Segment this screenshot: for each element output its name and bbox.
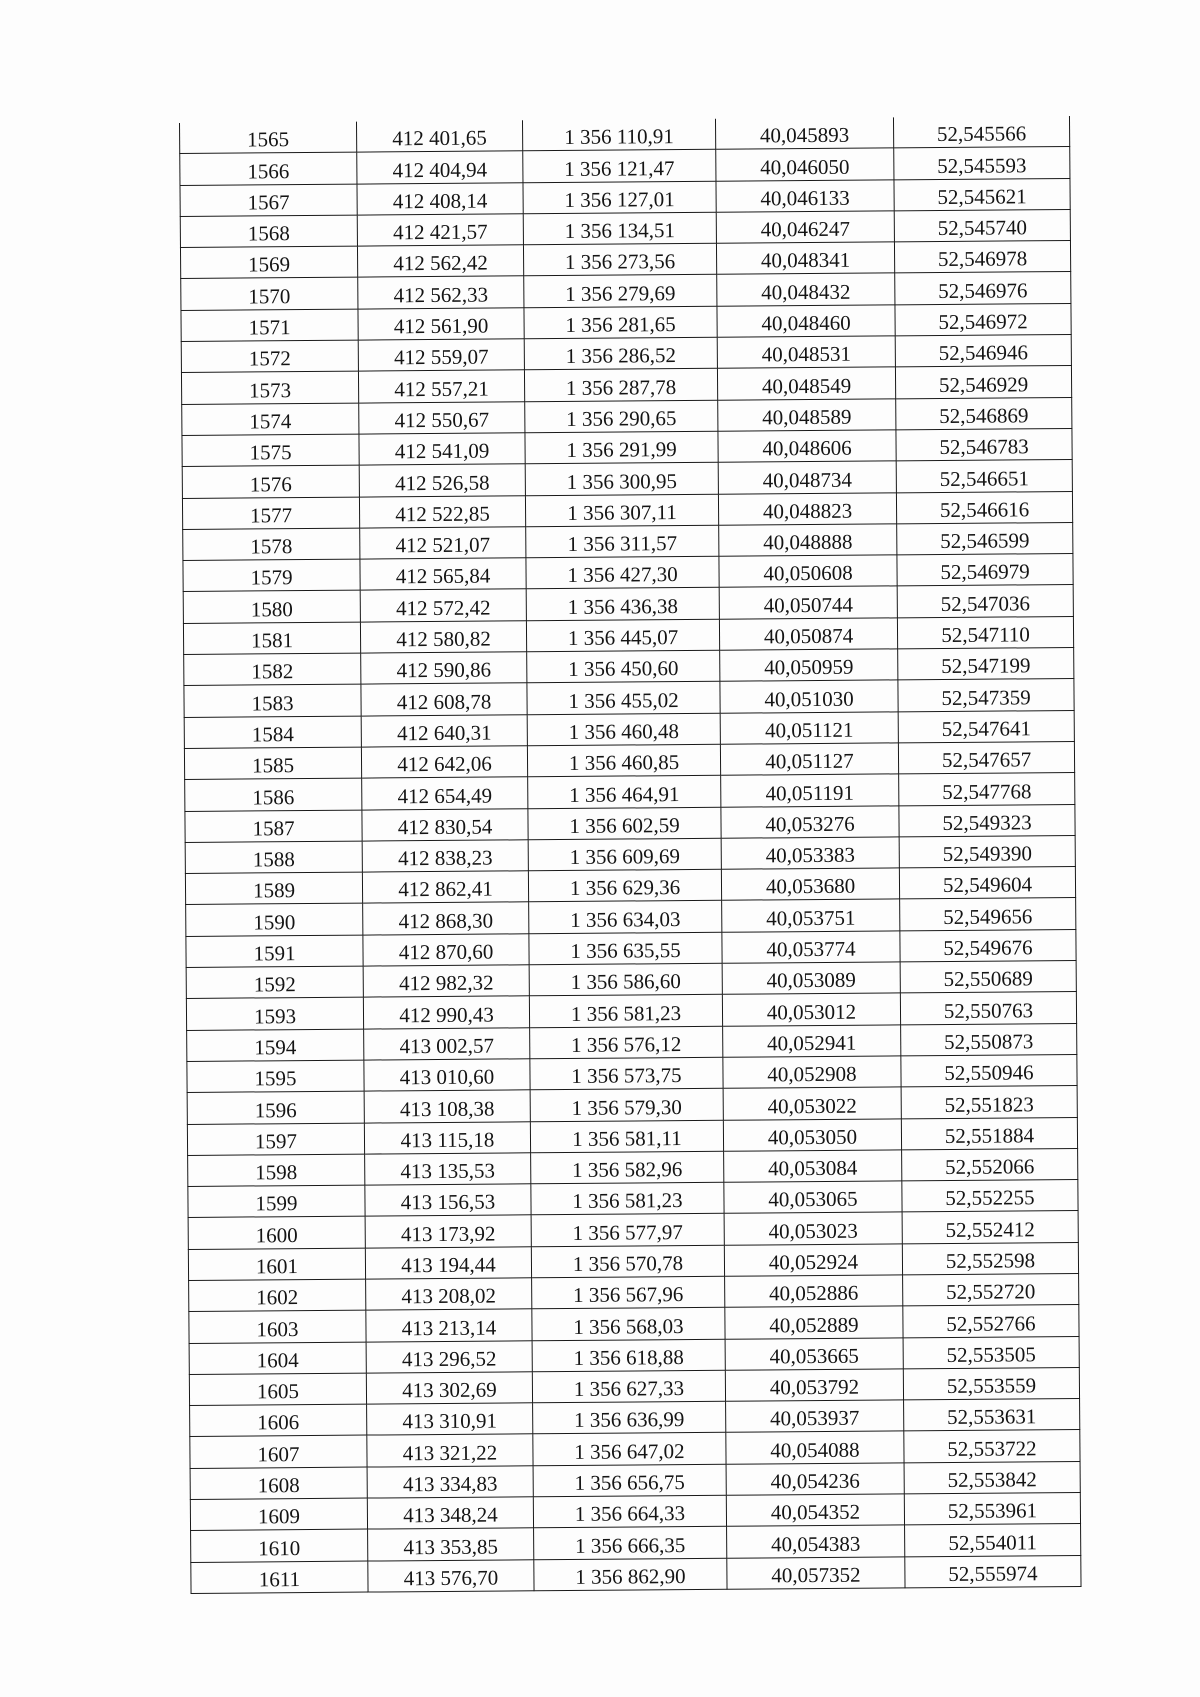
longitude-cell: 52,552255 [902,1180,1078,1213]
x-coordinate-cell: 413 208,02 [366,1278,532,1311]
latitude-cell: 40,048734 [718,461,896,494]
x-coordinate-cell: 412 990,43 [363,996,529,1029]
x-coordinate-cell: 412 590,86 [361,652,527,685]
x-coordinate-cell: 413 135,53 [365,1153,531,1186]
longitude-cell: 52,545740 [894,209,1070,242]
x-coordinate-cell: 413 321,22 [367,1434,533,1467]
longitude-cell: 52,553842 [904,1461,1080,1494]
x-coordinate-cell: 412 526,58 [359,464,525,497]
x-coordinate-cell: 412 550,67 [359,401,525,434]
point-number-cell: 1608 [190,1467,367,1500]
x-coordinate-cell: 412 982,32 [363,965,529,998]
point-number-cell: 1597 [187,1123,364,1156]
latitude-cell: 40,052889 [725,1306,903,1339]
y-coordinate-cell: 1 356 582,96 [531,1151,724,1184]
latitude-cell: 40,048823 [718,492,896,525]
latitude-cell: 40,054236 [726,1463,904,1496]
y-coordinate-cell: 1 356 460,85 [527,744,720,777]
y-coordinate-cell: 1 356 581,23 [529,995,722,1028]
latitude-cell: 40,052941 [723,1024,901,1057]
longitude-cell: 52,546616 [896,491,1072,524]
latitude-cell: 40,053937 [726,1400,904,1433]
point-number-cell: 1594 [187,1029,364,1062]
y-coordinate-cell: 1 356 602,59 [528,807,721,840]
latitude-cell: 40,053665 [725,1337,903,1370]
y-coordinate-cell: 1 356 629,36 [528,869,721,902]
y-coordinate-cell: 1 356 666,35 [534,1527,727,1560]
x-coordinate-cell: 413 010,60 [364,1059,530,1092]
y-coordinate-cell: 1 356 664,33 [533,1495,726,1528]
point-number-cell: 1586 [185,778,362,811]
table-row [191,1555,1081,1593]
x-coordinate-cell: 412 830,54 [362,808,528,841]
x-coordinate-cell: 413 296,52 [366,1340,532,1373]
y-coordinate-cell: 1 356 450,60 [527,650,720,683]
y-coordinate-cell: 1 356 568,03 [532,1308,725,1341]
y-coordinate-cell: 1 356 427,30 [526,556,719,589]
x-coordinate-cell: 412 580,82 [360,621,526,654]
y-coordinate-cell: 1 356 127,01 [523,181,716,214]
longitude-cell: 52,546979 [897,554,1073,587]
point-number-cell: 1609 [190,1498,367,1531]
y-coordinate-cell: 1 356 273,56 [523,243,716,276]
point-number-cell: 1587 [185,810,362,843]
y-coordinate-cell: 1 356 579,30 [530,1088,723,1121]
latitude-cell: 40,053680 [721,868,899,901]
point-number-cell: 1572 [181,340,358,373]
longitude-cell: 52,546976 [895,272,1071,305]
point-number-cell: 1570 [181,278,358,311]
longitude-cell: 52,545566 [893,116,1069,148]
x-coordinate-cell: 412 838,23 [362,840,528,873]
latitude-cell: 40,053774 [722,931,900,964]
x-coordinate-cell: 413 108,38 [364,1090,530,1123]
x-coordinate-cell: 413 173,92 [365,1215,531,1248]
point-number-cell: 1565 [179,122,356,154]
longitude-cell: 52,553505 [903,1336,1079,1369]
point-number-cell: 1568 [180,215,357,248]
point-number-cell: 1584 [184,716,361,749]
longitude-cell: 52,553631 [904,1399,1080,1432]
longitude-cell: 52,550873 [901,1023,1077,1056]
y-coordinate-cell: 1 356 445,07 [526,619,719,652]
longitude-cell: 52,547641 [898,710,1074,743]
y-coordinate-cell: 1 356 134,51 [523,212,716,245]
point-number-cell: 1603 [189,1310,366,1343]
point-number-cell: 1602 [189,1279,366,1312]
latitude-cell: 40,052908 [723,1056,901,1089]
longitude-cell: 52,547110 [897,616,1073,649]
y-coordinate-cell: 1 356 291,99 [525,431,718,464]
x-coordinate-cell: 412 562,33 [358,276,524,309]
point-number-cell: 1591 [186,935,363,968]
y-coordinate-cell: 1 356 121,47 [523,150,716,183]
y-coordinate-cell: 1 356 586,60 [529,963,722,996]
longitude-cell: 52,552766 [903,1305,1079,1338]
y-coordinate-cell: 1 356 647,02 [533,1433,726,1466]
x-coordinate-cell: 413 002,57 [364,1027,530,1060]
longitude-cell: 52,551884 [901,1117,1077,1150]
longitude-cell: 52,547657 [898,741,1074,774]
longitude-cell: 52,553722 [904,1430,1080,1463]
latitude-cell: 40,045893 [715,117,893,149]
point-number-cell: 1600 [188,1216,365,1249]
longitude-cell: 52,547768 [899,773,1075,806]
x-coordinate-cell: 412 521,07 [360,527,526,560]
y-coordinate-cell: 1 356 311,57 [526,525,719,558]
y-coordinate-cell: 1 356 576,12 [530,1026,723,1059]
point-number-cell: 1592 [186,966,363,999]
longitude-cell: 52,546783 [896,428,1072,461]
x-coordinate-cell: 413 302,69 [366,1372,532,1405]
coordinates-table [179,116,1082,1594]
point-number-cell: 1595 [187,1060,364,1093]
y-coordinate-cell: 1 356 635,55 [529,932,722,965]
x-coordinate-cell: 412 562,42 [357,245,523,278]
x-coordinate-cell: 412 561,90 [358,308,524,341]
longitude-cell: 52,553559 [903,1367,1079,1400]
y-coordinate-cell: 1 356 573,75 [530,1057,723,1090]
point-number-cell: 1571 [181,309,358,342]
x-coordinate-cell: 413 115,18 [364,1121,530,1154]
point-number-cell: 1566 [180,152,357,185]
longitude-cell: 52,549323 [899,804,1075,837]
point-number-cell: 1610 [191,1529,368,1562]
latitude-cell: 40,051191 [721,774,899,807]
y-coordinate-cell: 1 356 281,65 [524,306,717,339]
y-coordinate-cell: 1 356 636,99 [533,1401,726,1434]
latitude-cell: 40,051127 [720,743,898,776]
latitude-cell: 40,048888 [719,524,897,557]
x-coordinate-cell: 413 156,53 [365,1184,531,1217]
y-coordinate-cell: 1 356 300,95 [525,463,718,496]
point-number-cell: 1577 [182,497,359,530]
x-coordinate-cell: 412 862,41 [362,871,528,904]
x-coordinate-cell: 412 559,07 [358,339,524,372]
x-coordinate-cell: 413 194,44 [365,1246,531,1279]
longitude-cell: 52,546869 [896,397,1072,430]
y-coordinate-cell: 1 356 290,65 [525,400,718,433]
longitude-cell: 52,545593 [894,147,1070,180]
longitude-cell: 52,546599 [897,522,1073,555]
longitude-cell: 52,553961 [904,1493,1080,1526]
x-coordinate-cell: 412 421,57 [357,214,523,247]
point-number-cell: 1585 [184,747,361,780]
longitude-cell: 52,551823 [901,1086,1077,1119]
x-coordinate-cell: 412 870,60 [363,933,529,966]
x-coordinate-cell: 412 642,06 [361,746,527,779]
x-coordinate-cell: 412 557,21 [358,370,524,403]
y-coordinate-cell: 1 356 436,38 [526,588,719,621]
latitude-cell: 40,053023 [724,1212,902,1245]
latitude-cell: 40,054088 [726,1431,904,1464]
point-number-cell: 1576 [182,465,359,498]
x-coordinate-cell: 413 310,91 [367,1403,533,1436]
x-coordinate-cell: 412 565,84 [360,558,526,591]
point-number-cell: 1607 [190,1436,367,1469]
latitude-cell: 40,053050 [723,1118,901,1151]
point-number-cell: 1575 [182,434,359,467]
latitude-cell: 40,053751 [722,899,900,932]
latitude-cell: 40,046050 [716,148,894,181]
point-number-cell: 1583 [184,684,361,717]
y-coordinate-cell: 1 356 627,33 [532,1370,725,1403]
point-number-cell: 1604 [189,1342,366,1375]
x-coordinate-cell: 412 522,85 [359,495,525,528]
point-number-cell: 1596 [187,1091,364,1124]
longitude-cell: 52,547199 [898,648,1074,681]
y-coordinate-cell: 1 356 634,03 [529,901,722,934]
x-coordinate-cell: 412 868,30 [363,902,529,935]
x-coordinate-cell: 413 213,14 [366,1309,532,1342]
x-coordinate-cell: 413 353,85 [368,1528,534,1561]
x-coordinate-cell: 412 572,42 [360,589,526,622]
longitude-cell: 52,546946 [895,335,1071,368]
latitude-cell: 40,048460 [717,305,895,338]
point-number-cell: 1574 [182,403,359,436]
x-coordinate-cell: 412 654,49 [362,777,528,810]
latitude-cell: 40,053022 [723,1087,901,1120]
y-coordinate-cell: 1 356 287,78 [524,369,717,402]
latitude-cell: 40,048531 [717,336,895,369]
y-coordinate-cell: 1 356 286,52 [524,337,717,370]
longitude-cell: 52,546929 [895,366,1071,399]
y-coordinate-cell: 1 356 618,88 [532,1339,725,1372]
latitude-cell: 40,050959 [720,649,898,682]
y-coordinate-cell: 1 356 862,90 [534,1558,727,1591]
longitude-cell: 52,549676 [900,929,1076,962]
latitude-cell: 40,054352 [726,1494,904,1527]
longitude-cell: 52,546651 [896,460,1072,493]
latitude-cell: 40,053065 [724,1181,902,1214]
point-number-cell: 1579 [183,559,360,592]
x-coordinate-cell: 412 541,09 [359,433,525,466]
latitude-cell: 40,053792 [725,1369,903,1402]
latitude-cell: 40,053084 [724,1150,902,1183]
y-coordinate-cell: 1 356 609,69 [528,838,721,871]
x-coordinate-cell: 412 401,65 [356,120,522,152]
longitude-cell: 52,547036 [897,585,1073,618]
point-number-cell: 1581 [183,622,360,655]
longitude-cell: 52,552412 [902,1211,1078,1244]
latitude-cell: 40,052924 [724,1244,902,1277]
latitude-cell: 40,057352 [727,1557,905,1590]
point-number-cell: 1582 [184,653,361,686]
point-number-cell: 1578 [183,528,360,561]
y-coordinate-cell: 1 356 464,91 [528,776,721,809]
y-coordinate-cell: 1 356 279,69 [524,275,717,308]
point-number-cell: 1606 [190,1404,367,1437]
latitude-cell: 40,048606 [718,430,896,463]
latitude-cell: 40,054383 [727,1525,905,1558]
longitude-cell: 52,550763 [900,992,1076,1025]
point-number-cell: 1569 [180,246,357,279]
latitude-cell: 40,048432 [717,273,895,306]
latitude-cell: 40,051030 [720,680,898,713]
coordinates-table-body [179,116,1081,1593]
latitude-cell: 40,046247 [716,211,894,244]
point-number-cell: 1590 [186,904,363,937]
x-coordinate-cell: 412 640,31 [361,714,527,747]
point-number-cell: 1598 [188,1154,365,1187]
point-number-cell: 1573 [181,371,358,404]
longitude-cell: 52,549656 [900,898,1076,931]
latitude-cell: 40,050744 [719,586,897,619]
longitude-cell: 52,546972 [895,303,1071,336]
latitude-cell: 40,048589 [718,399,896,432]
y-coordinate-cell: 1 356 307,11 [525,494,718,527]
latitude-cell: 40,048341 [716,242,894,275]
longitude-cell: 52,554011 [905,1524,1081,1557]
point-number-cell: 1580 [183,591,360,624]
latitude-cell: 40,051121 [720,712,898,745]
longitude-cell: 52,547359 [898,679,1074,712]
latitude-cell: 40,053012 [722,993,900,1026]
y-coordinate-cell: 1 356 567,96 [532,1276,725,1309]
y-coordinate-cell: 1 356 110,91 [522,119,715,151]
x-coordinate-cell: 412 408,14 [357,182,523,215]
point-number-cell: 1593 [186,997,363,1030]
x-coordinate-cell: 413 334,83 [367,1466,533,1499]
longitude-cell: 52,552598 [902,1242,1078,1275]
y-coordinate-cell: 1 356 577,97 [531,1214,724,1247]
latitude-cell: 40,053276 [721,805,899,838]
longitude-cell: 52,550689 [900,960,1076,993]
x-coordinate-cell: 412 404,94 [357,151,523,184]
longitude-cell: 52,545621 [894,178,1070,211]
longitude-cell: 52,549390 [899,835,1075,868]
longitude-cell: 52,546978 [894,241,1070,274]
point-number-cell: 1601 [188,1248,365,1281]
latitude-cell: 40,050608 [719,555,897,588]
point-number-cell: 1589 [185,872,362,905]
point-number-cell: 1605 [189,1373,366,1406]
point-number-cell: 1567 [180,184,357,217]
y-coordinate-cell: 1 356 455,02 [527,682,720,715]
y-coordinate-cell: 1 356 581,23 [531,1182,724,1215]
latitude-cell: 40,053383 [721,837,899,870]
latitude-cell: 40,046133 [716,179,894,212]
longitude-cell: 52,555974 [905,1555,1081,1588]
x-coordinate-cell: 413 348,24 [367,1497,533,1530]
longitude-cell: 52,552720 [903,1273,1079,1306]
latitude-cell: 40,053089 [722,962,900,995]
longitude-cell: 52,552066 [902,1148,1078,1181]
latitude-cell: 40,048549 [717,367,895,400]
y-coordinate-cell: 1 356 570,78 [531,1245,724,1278]
longitude-cell: 52,550946 [901,1054,1077,1087]
point-number-cell: 1599 [188,1185,365,1218]
latitude-cell: 40,050874 [719,618,897,651]
x-coordinate-cell: 413 576,70 [368,1559,534,1592]
y-coordinate-cell: 1 356 581,11 [530,1120,723,1153]
x-coordinate-cell: 412 608,78 [361,683,527,716]
point-number-cell: 1588 [185,841,362,874]
longitude-cell: 52,549604 [899,867,1075,900]
point-number-cell: 1611 [191,1561,368,1594]
latitude-cell: 40,052886 [725,1275,903,1308]
y-coordinate-cell: 1 356 656,75 [533,1464,726,1497]
y-coordinate-cell: 1 356 460,48 [527,713,720,746]
